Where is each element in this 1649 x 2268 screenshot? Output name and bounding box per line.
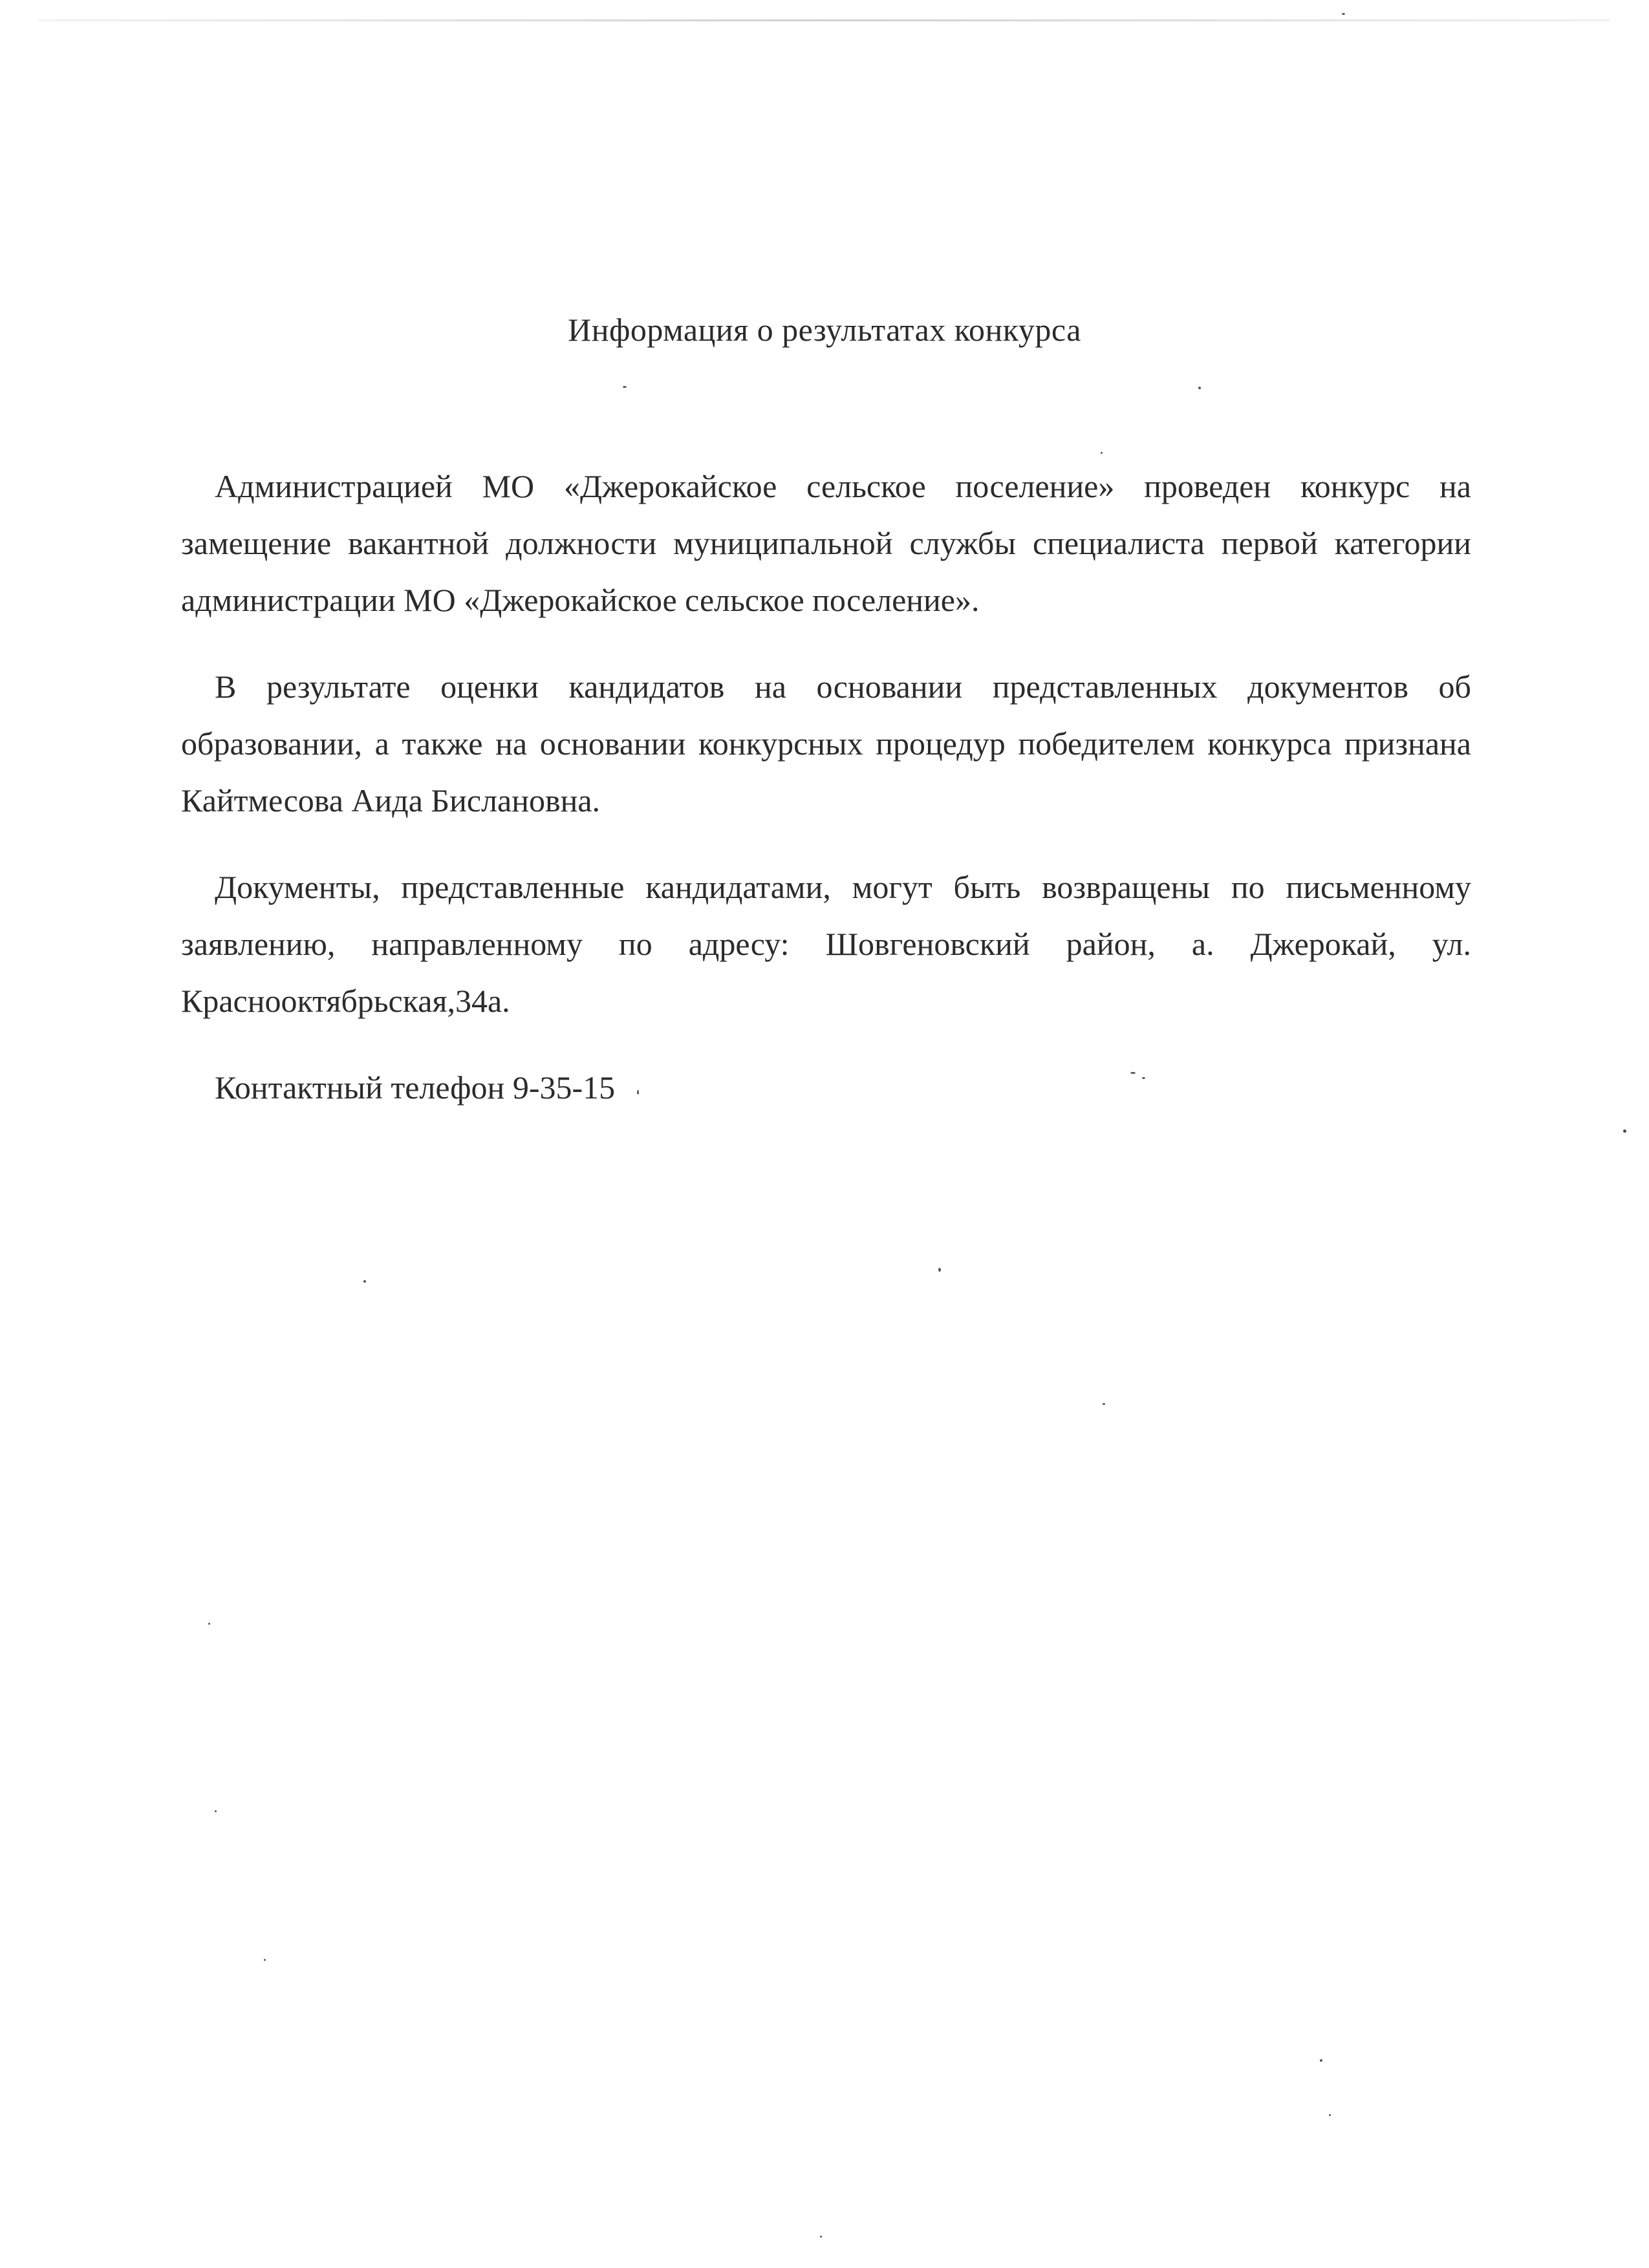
- scan-speck: [1342, 13, 1345, 15]
- paragraph-documents-return: Документы, представленные кандидатами, могут быть возвращены по письменному заявлению, направленному по адресу: Шовгеновский район, а. Джерокай, ул. Краснооктябрьская,34а.: [181, 869, 1471, 1019]
- document-title: Информация о результатах конкурса: [568, 312, 1081, 348]
- scan-speck: [264, 1959, 266, 1961]
- document-body: [181, 458, 1471, 1146]
- scan-speck: [1198, 387, 1201, 389]
- scan-speck: [1130, 1072, 1136, 1074]
- scan-speck: [637, 1090, 639, 1095]
- scan-speck: [623, 386, 627, 388]
- contact-phone: Контактный телефон 9-35-15: [215, 1069, 616, 1106]
- scan-speck: [938, 1268, 941, 1272]
- scan-speck: [1623, 1129, 1626, 1133]
- scan-edge-line: [39, 19, 1610, 21]
- scan-speck: [363, 1280, 366, 1283]
- paragraph-contest-winner: В результате оценки кандидатов на основании представленных документов об образовании, а также на основании конкурсных процедур победителем конкурса признана Кайтмесова Аида Бислановна.: [181, 669, 1471, 818]
- scan-speck: [1142, 1077, 1145, 1079]
- paragraph-contest-held: Администрацией МО «Джерокайское сельское поселение» проведен конкурс на замещение вакантной должности муниципальной службы специалиста первой категории администрации МО «Джерокайское сельское поселение».: [181, 468, 1471, 618]
- scan-speck: [215, 1810, 217, 1812]
- scan-speck: [1329, 2114, 1331, 2116]
- scan-speck: [1101, 452, 1103, 454]
- scan-speck: [1103, 1403, 1105, 1405]
- scan-speck: [1320, 2059, 1322, 2062]
- scan-speck: [208, 1623, 210, 1625]
- scan-speck: [820, 2236, 822, 2238]
